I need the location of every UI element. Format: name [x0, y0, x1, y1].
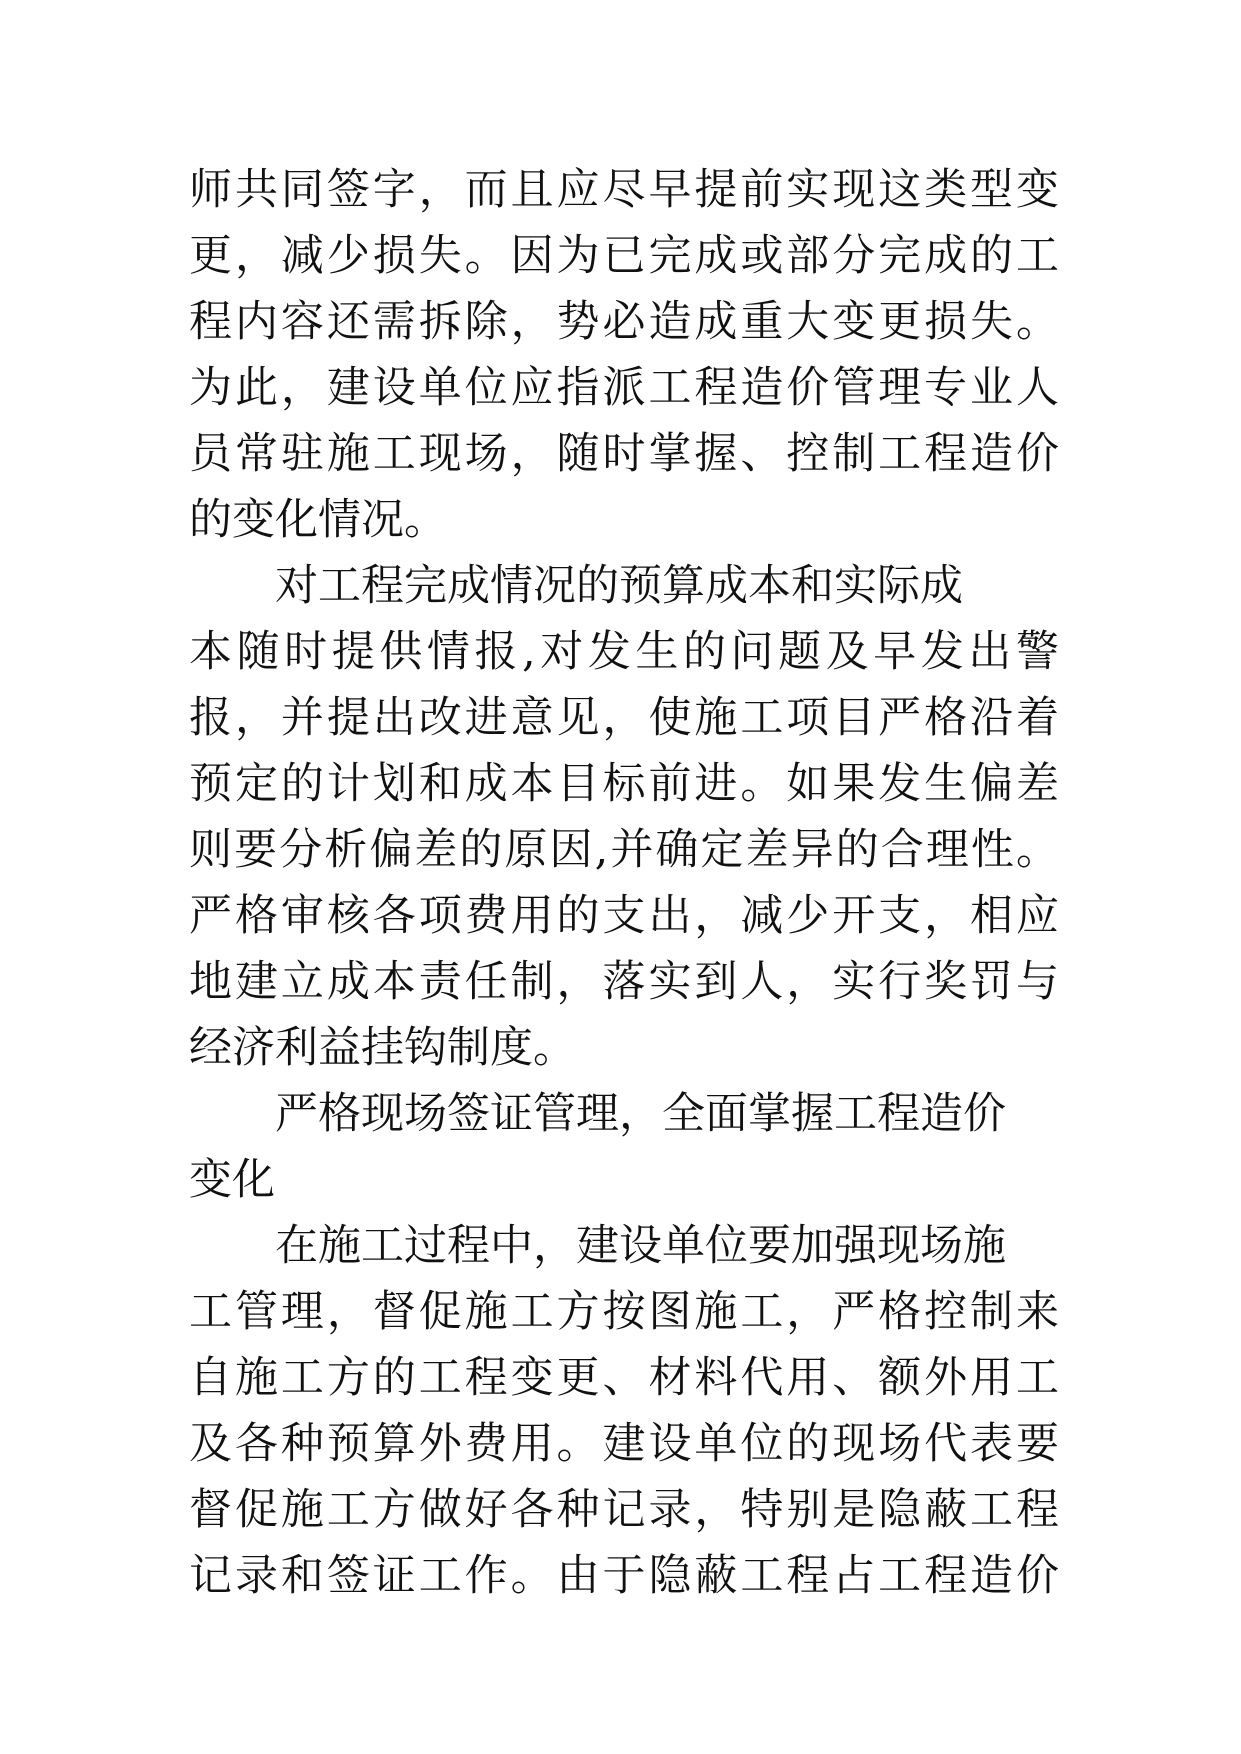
text-line: 经济利益挂钩制度。 [189, 1023, 576, 1073]
text-line: 员常驻施工现场，随时掌握、控制工程造价 [189, 429, 1059, 479]
text-line: 的变化情况。 [189, 495, 447, 545]
text-line: 督促施工方做好各种记录，特别是隐蔽工程 [189, 1485, 1059, 1535]
text-line: 则要分析偏差的原因,并确定差异的合理性。 [189, 825, 1059, 875]
text-line: 严格现场签证管理，全面掌握工程造价 [189, 1089, 1006, 1139]
text-line: 预定的计划和成本目标前进。如果发生偏差 [189, 759, 1059, 809]
text-line: 对工程完成情况的预算成本和实际成 [189, 561, 963, 611]
text-line: 及各种预算外费用。建设单位的现场代表要 [189, 1419, 1059, 1469]
text-line: 变化 [189, 1155, 275, 1205]
text-line: 严格审核各项费用的支出，减少开支，相应 [189, 891, 1059, 941]
text-line: 记录和签证工作。由于隐蔽工程占工程造价 [189, 1551, 1059, 1601]
text-line: 程内容还需拆除，势必造成重大变更损失。 [189, 297, 1059, 347]
text-line: 报，并提出改进意见，使施工项目严格沿着 [189, 693, 1059, 743]
text-line: 为此，建设单位应指派工程造价管理专业人 [189, 363, 1059, 413]
text-line: 在施工过程中，建设单位要加强现场施 [189, 1221, 1006, 1271]
text-line: 本随时提供情报,对发生的问题及早发出警 [189, 627, 1059, 677]
text-line: 工管理，督促施工方按图施工，严格控制来 [189, 1287, 1059, 1337]
text-line: 师共同签字，而且应尽早提前实现这类型变 [189, 165, 1059, 215]
text-line: 自施工方的工程变更、材料代用、额外用工 [189, 1353, 1059, 1403]
text-line: 更，减少损失。因为已完成或部分完成的工 [189, 231, 1059, 281]
text-line: 地建立成本责任制，落实到人，实行奖罚与 [189, 957, 1059, 1007]
